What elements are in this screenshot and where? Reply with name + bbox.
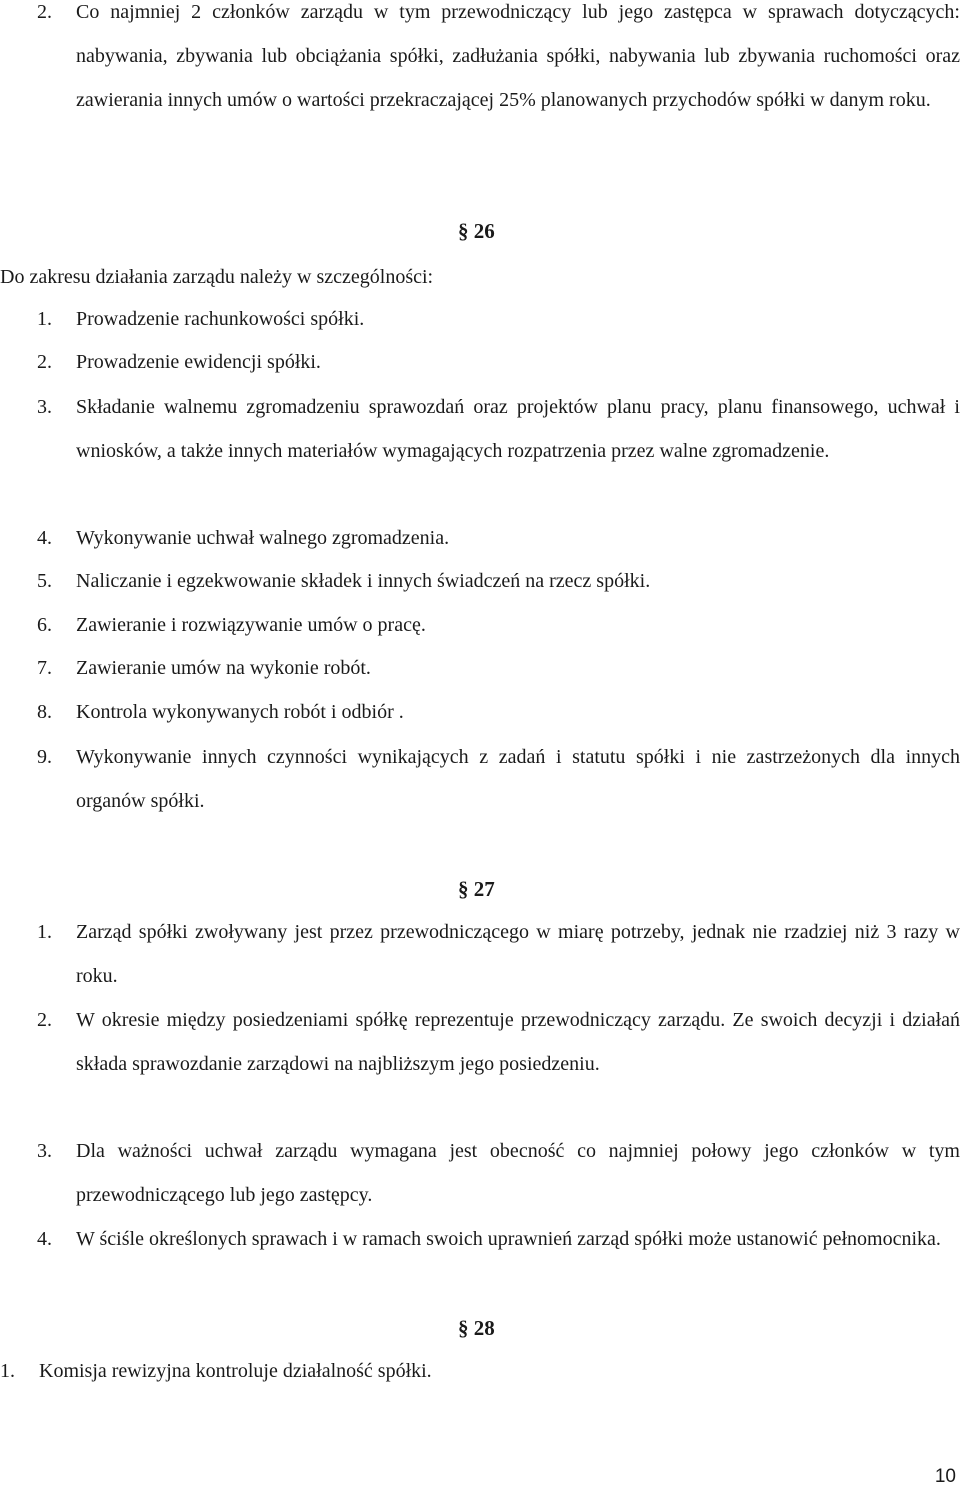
item-text: Zawieranie i rozwiązywanie umów o pracę. — [76, 614, 426, 636]
item-text: Wykonywanie uchwał walnego zgromadzenia. — [76, 527, 450, 549]
paragraph-28-item-1 — [0, 1356, 432, 1386]
item-number: 4. — [37, 527, 52, 549]
item-text: Zawieranie umów na wykonie robót. — [76, 657, 371, 679]
paragraph-27-item-3 — [0, 1129, 960, 1217]
paragraph-26-item-5 — [0, 559, 960, 603]
paragraph-26-item-6 — [0, 603, 960, 647]
item-text: Naliczanie i egzekwowanie składek i innych świadczeń na rzecz spółki. — [76, 570, 651, 592]
item-number: 1. — [37, 921, 52, 943]
paragraph-26-item-9 — [0, 735, 960, 823]
item-number: 3. — [37, 396, 52, 418]
paragraph-26-item-2 — [0, 340, 960, 384]
item-text: Zarząd spółki zwoływany jest przez przewodniczącego w miarę potrzeby, jednak nie rzadziej niż 3 razy w roku. — [76, 921, 960, 987]
item-text: Prowadzenie rachunkowości spółki. — [76, 308, 365, 330]
item-number: 2. — [37, 1, 52, 23]
paragraph-26-item-1 — [0, 297, 960, 341]
item-text: Wykonywanie innych czynności wynikających z zadań i statutu spółki i nie zastrzeżonych dla innych organów spółki. — [76, 746, 960, 812]
item-text: Dla ważności uchwał zarządu wymagana jest obecność co najmniej połowy jego członków w tym przewodniczącego lub jego zastępcy. — [76, 1140, 960, 1206]
paragraph-27-item-1 — [0, 910, 960, 998]
paragraph-27-item-2 — [0, 998, 960, 1086]
item-text: Kontrola wykonywanych robót i odbiór . — [76, 701, 404, 723]
item-number: 1. — [37, 308, 52, 330]
section-heading-28: § 28 — [458, 1316, 495, 1340]
section-26-intro: Do zakresu działania zarządu należy w szczególności: — [0, 266, 434, 288]
item-number: 8. — [37, 701, 52, 723]
paragraph-27-item-4 — [0, 1217, 960, 1261]
item-number: 2. — [37, 1009, 52, 1031]
item-number: 3. — [37, 1140, 52, 1162]
section-heading-27: § 27 — [458, 877, 495, 901]
item-number: 9. — [37, 746, 52, 768]
paragraph-26-item-3 — [0, 385, 960, 473]
paragraph-26-item-4 — [0, 516, 960, 560]
item-number: 6. — [37, 614, 52, 636]
paragraph-26-item-8 — [0, 690, 960, 734]
item-text: Prowadzenie ewidencji spółki. — [76, 351, 321, 373]
item-text: W okresie między posiedzeniami spółkę reprezentuje przewodniczący zarządu. Ze swoich decyzji i działań składa sprawozdanie zarządowi na najbliższym jego posiedzeniu. — [76, 1009, 960, 1075]
page-number: 10 — [934, 1466, 956, 1487]
item-number: 1. — [0, 1360, 15, 1382]
item-text: Co najmniej 2 członków zarządu w tym przewodniczący lub jego zastępca w sprawach dotyczących: nabywania, zbywania lub obciążania spółki, zadłużania spółki, nabywania lub zbywania ruchomości oraz zawierania innych umów o wartości przekraczającej 25% planowanych przychodów spółki w danym roku. — [76, 1, 960, 111]
section-heading-26: § 26 — [458, 219, 495, 243]
item-text: Składanie walnemu zgromadzeniu sprawozdań oraz projektów planu pracy, planu finansowego, uchwał i wniosków, a także innych materiałów wymagających rozpatrzenia przez walne zgromadzenie. — [76, 396, 960, 462]
item-number: 4. — [37, 1228, 52, 1250]
item-text: Komisja rewizyjna kontroluje działalność spółki. — [39, 1360, 432, 1382]
paragraph-25-item-2 — [0, 0, 960, 122]
item-text: W ściśle określonych sprawach i w ramach swoich uprawnień zarząd spółki może ustanowić pełnomocnika. — [76, 1228, 941, 1250]
paragraph-26-item-7 — [0, 646, 960, 690]
item-number: 5. — [37, 570, 52, 592]
item-number: 7. — [37, 657, 52, 679]
item-number: 2. — [37, 351, 52, 373]
